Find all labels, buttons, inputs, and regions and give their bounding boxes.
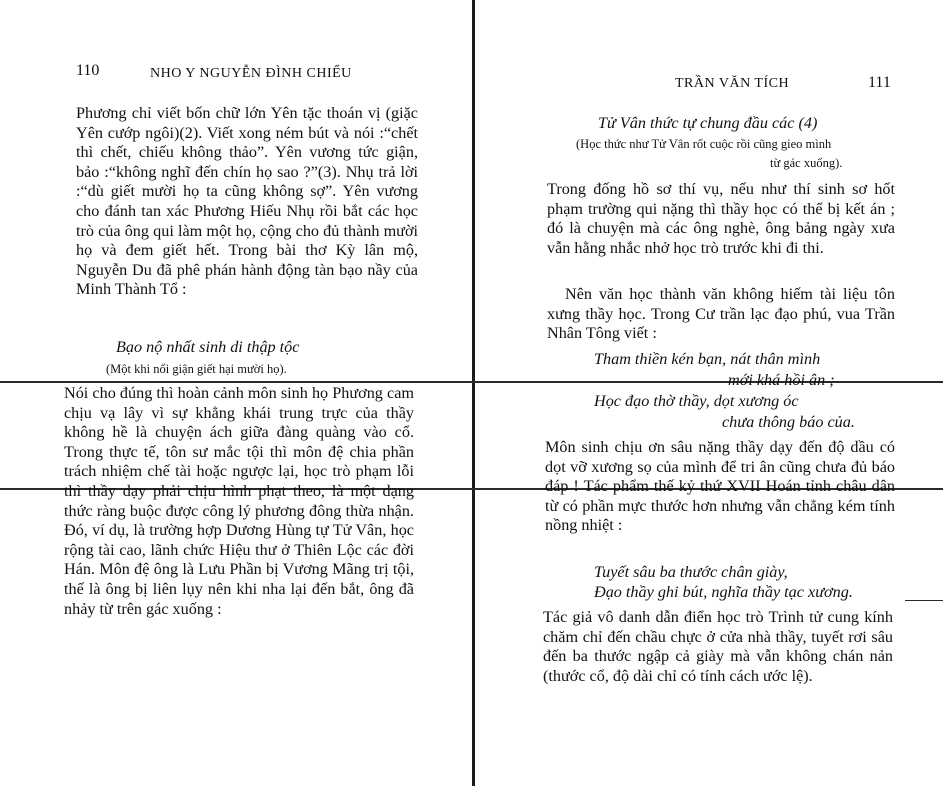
right-verse-b-line-2: Đạo thầy ghi bút, nghĩa thầy tạc xương. bbox=[594, 583, 853, 601]
right-verse-a-line-4: chưa thông báo của. bbox=[722, 413, 855, 431]
right-verse-a-line-2: mới khá hồi ân ; bbox=[728, 371, 835, 389]
left-page-number: 110 bbox=[76, 62, 100, 79]
right-page bbox=[477, 0, 943, 786]
right-verse-title: Tử Vân thức tự chung đầu các (4) bbox=[598, 114, 818, 132]
right-paragraph-4: Tác giả vô danh dẫn điển học trò Trình tử cung kính chăm chỉ đến chầu chực ở cửa nhà thầy, tuyết rơi sâu đến ba thước ngập cả giày mà vẫn không chán nản (thước cổ, độ dài chỉ có tính cách ước lệ). bbox=[543, 608, 893, 685]
right-verse-note-2: từ gác xuống). bbox=[770, 156, 843, 170]
left-verse-title: Bạo nộ nhất sinh di thập tộc bbox=[116, 338, 300, 356]
right-page-number: 111 bbox=[868, 74, 891, 91]
left-running-header: NHO Y NGUYỄN ĐÌNH CHIỂU bbox=[150, 66, 352, 81]
right-verse-b-line-1: Tuyết sâu ba thước chân giày, bbox=[594, 563, 788, 581]
right-paragraph-2: Nên văn học thành văn không hiếm tài liệu tôn xưng thầy học. Trong Cư trần lạc đạo phú, vua Trần Nhân Tông viết : bbox=[547, 285, 895, 343]
right-paragraph-1: Trong đống hồ sơ thí vụ, nếu như thí sinh sơ hốt phạm trường qui nặng thì thầy học có thể bị kết án ; đó là chuyện mà các ông nghè, ông bảng ngày xưa vẫn hằng nhắc nhở học trò trước khi đi thi. bbox=[547, 180, 895, 257]
right-verse-a-line-1: Tham thiền kén bạn, nát thân mình bbox=[594, 350, 821, 368]
right-paragraph-3: Môn sinh chịu ơn sâu nặng thầy dạy đến độ dầu có dọt vỡ xương sọ của mình để tri ân cũng chưa đủ báo đáp ! Tác phẩm thế kỷ thứ XVII Hoán tỉnh châu dân từ có phần mực thước hơn nhưng vẫn chẳng kém tính nồng nhiệt : bbox=[545, 438, 895, 535]
right-verse-a-line-3: Học đạo thờ thầy, dọt xương óc bbox=[594, 392, 799, 410]
right-running-header: TRẦN VĂN TÍCH bbox=[675, 76, 790, 91]
left-paragraph-1: Phương chỉ viết bốn chữ lớn Yên tặc thoán vị (giặc Yên cướp ngôi)(2). Viết xong ném bút và nói :“chết thì chết, chiếu không thảo”. Yên vương tức giận, bảo :“không nghĩ đến chín họ sao ?”(3). Nhụ trả lời :“dù giết mười họ ta cũng không sợ”. Yên vương cho đánh tan xác Phương Hiếu Nhụ rồi bắt các học trò của ông qui làm một họ, cộng cho đủ thành mười họ và đem giết hết. Trong bài thơ Kỳ lân mộ, Nguyễn Du đã phê phán hành động tàn bạo nầy của Minh Thành Tổ : bbox=[76, 104, 418, 299]
left-paragraph-2: Nói cho đúng thì hoàn cảnh môn sinh họ Phương cam chịu vạ lây vì sự khẳng khái trung trực của thầy không hề là chuyện ách giữa đàng quàng vào cổ. Trong thực tế, tôn sư mắc tội thì môn đệ chia phần trách nhiệm chế tài hoặc ngược lại, học trò phạm lỗi thì thầy dạy phải chịu hình phạt theo, là một dạng thức ràng buộc được công lý phương đông thừa nhận. Đó, ví dụ, là trường hợp Dương Hùng tự Tử Vân, học rộng tài cao, lãnh chức Hiệu thư ở Thiên Lộc các đời Hán. Môn đệ ông là Lưu Phần bị Vương Mãng trị tội, thế là ông bị liên lụy nên khi nha lại đến bắt, ông đã nhảy từ trên gác xuống : bbox=[64, 384, 414, 618]
right-verse-note-1: (Học thức như Tử Vân rốt cuộc rồi cũng gieo mình bbox=[576, 137, 832, 151]
left-verse-note: (Một khi nổi giận giết hại mười họ). bbox=[106, 362, 287, 376]
